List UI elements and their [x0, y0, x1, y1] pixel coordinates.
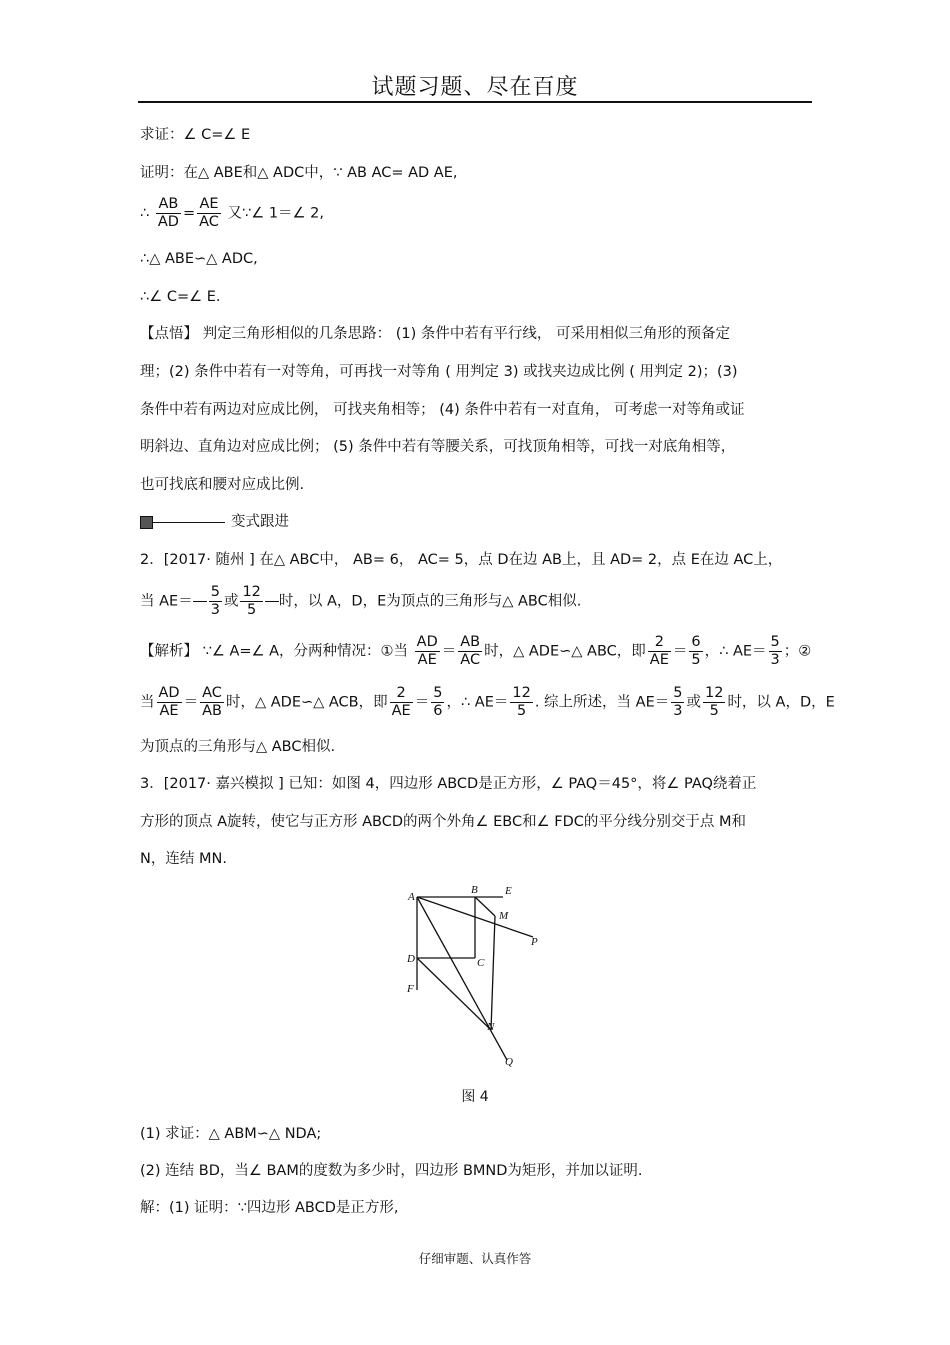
denominator: AE [159, 703, 179, 719]
denominator: AC [199, 214, 219, 230]
text: . 综上所述，当 AE＝ [534, 694, 670, 711]
text: 当 AE＝ [140, 593, 193, 610]
text-line: 求证：∠ C=∠ E [140, 127, 251, 143]
label-a: A [408, 891, 415, 903]
numerator: AB [460, 634, 481, 650]
text-line: (1) 求证：△ ABM∽△ NDA; [140, 1126, 322, 1142]
text: 时，△ ADE∽△ ABC，即 [484, 643, 646, 660]
geometry-figure [395, 880, 538, 1070]
denominator: 3 [673, 703, 683, 719]
text-line: 证明：在△ ABE和△ ADC中，∵ AB AC= AD AE, [140, 165, 458, 181]
text: ，∴ AE＝ [446, 694, 509, 711]
blank-underline [193, 601, 207, 602]
numerator: AD [158, 685, 180, 701]
text-line: 3．[2017· 嘉兴模拟 ] 已知：如图 4，四边形 ABCD是正方形，∠ PAQ＝45°，将∠ PAQ绕着正 [140, 776, 757, 792]
denominator: 5 [516, 703, 527, 719]
numerator: 12 [242, 584, 261, 600]
bisector-bm [475, 897, 495, 916]
numerator: 2 [390, 685, 413, 703]
text: 或 [686, 694, 701, 711]
fraction [197, 196, 221, 231]
text-line: (2) 连结 BD，当∠ BAM的度数为多少时，四边形 BMND为矩形，并加以证明. [140, 1163, 643, 1179]
numerator: AD [416, 634, 438, 650]
text: 当 [140, 694, 155, 711]
fraction [415, 634, 440, 669]
fraction [431, 685, 444, 720]
numerator: 5 [673, 685, 683, 701]
numerator: AB [156, 196, 181, 214]
text: ；② [783, 643, 812, 660]
fraction [156, 196, 181, 231]
denominator: 5 [709, 703, 719, 719]
denominator: 5 [691, 652, 701, 668]
page-footer: 仔细审题、认真作答 [418, 1251, 532, 1266]
label-q: Q [505, 1056, 513, 1068]
numerator: 5 [210, 584, 220, 600]
text-line: 为顶点的三角形与△ ABC相似. [140, 739, 336, 755]
numerator: AC [200, 685, 224, 703]
blank-underline [265, 601, 279, 602]
text-line: ∴△ ABE∽△ ADC, [140, 251, 258, 267]
label-f: F [407, 983, 414, 995]
text: 又∵∠ 1＝∠ 2, [227, 205, 325, 222]
equals: = [182, 205, 196, 222]
text-line-fraction [140, 584, 581, 619]
text-line-fraction: 【解析】 ∵∠ A=∠ A，分两种情况：①当 $\frac{AD}{AE}$ ＝ $\frac{AB}{AC}$ 时，△ ADE∽△ ABC，即 $\frac{2}{AE}$ ＝ $\frac{6}{5}$ ，∴ AE＝ $\frac{5}{3}$ ；② [140, 634, 812, 668]
text-line: 明斜边、直角边对应成比例； (5) 条件中若有等腰关系，可找顶角相等，可找一对底角相等， [140, 439, 736, 455]
denominator: AB [202, 703, 222, 719]
label-d: D [407, 953, 415, 965]
ray-aq [417, 897, 507, 1060]
denominator: AC [460, 652, 481, 668]
fraction [390, 685, 413, 720]
heading-underline [153, 522, 225, 523]
text-line: 理；(2) 条件中若有一对等角，可再找一对等角 ( 用判定 3) 或找夹边成比例 ( 用判定 2)；(3) [140, 364, 738, 380]
numerator: 12 [512, 685, 531, 701]
numerator: AE [197, 196, 221, 214]
header-divider [138, 101, 812, 103]
figure-caption: 图 4 [461, 1089, 489, 1105]
denominator: AE [391, 703, 411, 719]
fraction [769, 634, 782, 669]
text-line-fraction [140, 196, 324, 231]
fraction [209, 584, 222, 619]
denominator: 3 [770, 652, 780, 668]
label-e: E [505, 885, 512, 897]
fraction [671, 685, 684, 720]
denominator: 3 [210, 602, 220, 618]
denominator: AE [649, 652, 669, 668]
fraction [458, 634, 482, 669]
text: 【解析】 ∵∠ A=∠ A，分两种情况：①当 [140, 643, 409, 660]
segment-mn [491, 916, 495, 1030]
label-p: P [531, 936, 538, 948]
denominator: AD [157, 214, 179, 230]
fraction [200, 685, 224, 720]
denominator: 5 [247, 602, 257, 618]
text-line: N，连结 MN. [140, 851, 227, 867]
numerator: 5 [433, 685, 443, 701]
numerator: 5 [770, 634, 780, 650]
text-line-fraction: 当 $\frac{AD}{AE}$ ＝ $\frac{AC}{AB}$ 时，△ ADE∽△ ACB，即 $\frac{2}{AE}$ ＝ $\frac{5}{6}$ ，∴ AE＝ $\frac{12}{5}$ . 综上所述，当 AE＝ $\frac{5}{3}$ 或 $\frac{12}{5}$ 时，以 A，D，E [140, 685, 835, 719]
text-line: 解：(1) 证明：∵四边形 ABCD是正方形, [140, 1200, 399, 1216]
text: 时，△ ADE∽△ ACB，即 [225, 694, 388, 711]
text: 时，以 A，D，E为顶点的三角形与△ ABC相似. [278, 593, 582, 610]
text-line: 条件中若有两边对应成比例， 可找夹角相等； (4) 条件中若有一对直角， 可考虑一对等角或证 [140, 402, 745, 418]
text-line: 方形的顶点 A旋转，使它与正方形 ABCD的两个外角∠ EBC和∠ FDC的平分线分别交于点 M和 [140, 814, 746, 830]
fraction [703, 685, 725, 720]
label-m: M [499, 910, 509, 922]
denominator: AE [417, 652, 437, 668]
text: ∴ [140, 205, 150, 222]
label-c: C [477, 957, 485, 969]
section-heading [140, 512, 289, 532]
text-line: ∴∠ C=∠ E. [140, 289, 221, 305]
section-label: 变式跟进 [231, 514, 289, 530]
text: 或 [223, 593, 239, 610]
numerator: 12 [704, 685, 724, 701]
text-line: 2．[2017· 随州 ] 在△ ABC中， AB= 6， AC= 5，点 D在边 AB上，且 AD= 2，点 E在边 AC上， [140, 552, 783, 568]
magnifier-icon [140, 516, 153, 529]
page-title: 试题习题、尽在百度 [371, 75, 579, 100]
fraction [689, 634, 702, 669]
numerator: 2 [648, 634, 671, 652]
numerator: 6 [691, 634, 701, 650]
fraction [510, 685, 532, 720]
text-line: 【点悟】 判定三角形相似的几条思路： (1) 条件中若有平行线， 可采用相似三角形的预备定 [140, 326, 730, 342]
denominator: 6 [433, 703, 443, 719]
label-b: B [471, 884, 478, 896]
fraction [648, 634, 671, 669]
fraction [157, 685, 182, 720]
fraction [240, 584, 262, 619]
text: 时，以 A，D，E [727, 694, 835, 711]
text-line: 也可找底和腰对应成比例. [140, 477, 305, 493]
label-n: N [487, 1021, 495, 1033]
text: ，∴ AE＝ [704, 643, 767, 660]
